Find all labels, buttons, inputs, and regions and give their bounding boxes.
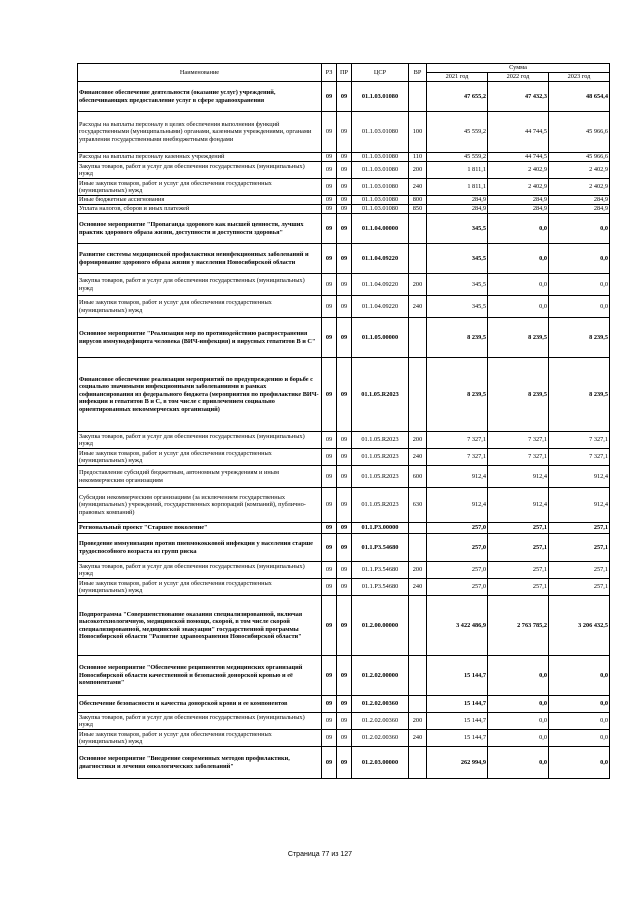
row-value-2022: 7 327,1 [488,432,549,449]
row-name: Закупка товаров, работ и услуг для обеспечения государственных (муниципальных) нужд [78,713,322,730]
row-value-2023: 284,9 [549,196,610,205]
row-rz: 09 [322,205,337,214]
row-rz: 09 [322,162,337,179]
row-csr: 01.1.03.01080 [352,112,409,153]
row-name: Закупка товаров, работ и услуг для обеспечения государственных (муниципальных) нужд [78,162,322,179]
row-vr: 200 [409,713,427,730]
row-value-2022: 0,0 [488,696,549,713]
row-name: Финансовое обеспечение реализации мероприятий по предупреждению и борьбе с социально значимыми инфекционными заболеваниями в рамках софинансирования из федерального бюджета (мероприятия по профилактике ВИЧ-инфекции и гепатитов В и С, в том числе с привлечением социально ориентированных некоммерческих организаций) [78,358,322,432]
row-value-2021: 345,5 [427,274,488,296]
row-value-2022: 257,1 [488,562,549,579]
table-row [78,358,610,432]
row-csr: 01.1.03.01080 [352,153,409,162]
row-pr: 09 [337,162,352,179]
row-pr: 09 [337,196,352,205]
row-pr: 09 [337,214,352,244]
row-csr: 01.2.02.00360 [352,730,409,747]
table-row [78,488,610,523]
row-vr: 630 [409,488,427,523]
row-csr: 01.1.04.09220 [352,274,409,296]
row-csr: 01.1.P3.54680 [352,579,409,596]
row-value-2023: 0,0 [549,696,610,713]
row-pr: 09 [337,596,352,656]
row-csr: 01.2.03.00000 [352,747,409,779]
row-pr: 09 [337,579,352,596]
row-value-2021: 15 144,7 [427,656,488,696]
row-value-2021: 257,0 [427,579,488,596]
row-pr: 09 [337,244,352,274]
row-pr: 09 [337,112,352,153]
row-value-2023: 0,0 [549,296,610,318]
row-value-2022: 2 402,9 [488,179,549,196]
row-value-2023: 8 239,5 [549,318,610,358]
row-vr: 240 [409,179,427,196]
row-name: Предоставление субсидий бюджетным, автономным учреждениям и иным некоммерческим организациям [78,466,322,488]
row-value-2022: 912,4 [488,488,549,523]
row-rz: 09 [322,562,337,579]
row-pr: 09 [337,205,352,214]
row-pr: 09 [337,82,352,112]
row-value-2023: 0,0 [549,274,610,296]
header-year-2022: 2022 год [488,73,549,82]
row-csr: 01.1.05.00000 [352,318,409,358]
table-row [78,596,610,656]
row-vr: 240 [409,730,427,747]
row-vr: 240 [409,449,427,466]
row-value-2023: 257,1 [549,579,610,596]
row-vr [409,318,427,358]
row-value-2023: 2 402,9 [549,162,610,179]
row-csr: 01.1.05.R2023 [352,358,409,432]
row-name: Иные закупки товаров, работ и услуг для обеспечения государственных (муниципальных) нужд [78,449,322,466]
row-value-2022: 44 744,5 [488,153,549,162]
row-value-2021: 345,5 [427,296,488,318]
row-value-2021: 284,9 [427,205,488,214]
row-value-2023: 0,0 [549,713,610,730]
row-name: Закупка товаров, работ и услуг для обеспечения государственных (муниципальных) нужд [78,432,322,449]
table-row [78,656,610,696]
row-rz: 09 [322,596,337,656]
row-rz: 09 [322,466,337,488]
table-row [78,214,610,244]
row-value-2021: 45 559,2 [427,153,488,162]
row-rz: 09 [322,112,337,153]
row-vr: 200 [409,432,427,449]
row-value-2022: 0,0 [488,713,549,730]
row-rz: 09 [322,82,337,112]
row-value-2021: 8 239,5 [427,318,488,358]
row-vr: 850 [409,205,427,214]
row-vr: 240 [409,296,427,318]
row-pr: 09 [337,274,352,296]
row-name: Иные закупки товаров, работ и услуг для обеспечения государственных (муниципальных) нужд [78,179,322,196]
row-pr: 09 [337,562,352,579]
row-value-2021: 345,5 [427,244,488,274]
row-rz: 09 [322,730,337,747]
row-value-2023: 8 239,5 [549,358,610,432]
row-name: Расходы на выплаты персоналу в целях обеспечения выполнения функций государственными (муниципальными) органами, казенными учреждениями, органами управления государственными внебюджетными фондами [78,112,322,153]
row-value-2022: 8 239,5 [488,318,549,358]
row-value-2021: 8 239,5 [427,358,488,432]
row-value-2022: 2 763 785,2 [488,596,549,656]
row-pr: 09 [337,153,352,162]
row-pr: 09 [337,713,352,730]
row-vr [409,214,427,244]
row-name: Основное мероприятие "Пропаганда здорового как высшей ценности, лучших практик здорового образа жизни, доступности и доступности здоровья" [78,214,322,244]
row-value-2023: 45 966,6 [549,153,610,162]
row-pr: 09 [337,488,352,523]
table-row [78,179,610,196]
row-rz: 09 [322,318,337,358]
row-value-2021: 15 144,7 [427,713,488,730]
row-value-2021: 912,4 [427,466,488,488]
row-pr: 09 [337,432,352,449]
row-csr: 01.1.P3.54680 [352,562,409,579]
budget-table [77,63,610,779]
row-rz: 09 [322,449,337,466]
row-pr: 09 [337,534,352,562]
row-pr: 09 [337,730,352,747]
row-vr: 200 [409,162,427,179]
table-row [78,747,610,779]
row-value-2021: 7 327,1 [427,449,488,466]
row-rz: 09 [322,244,337,274]
header-rz: РЗ [322,64,337,82]
table-row [78,244,610,274]
row-vr [409,656,427,696]
table-row [78,730,610,747]
row-csr: 01.1.03.01080 [352,196,409,205]
row-value-2023: 257,1 [549,534,610,562]
page-number: Страница 77 из 127 [287,851,353,858]
row-value-2021: 257,0 [427,523,488,534]
row-rz: 09 [322,358,337,432]
row-name: Закупка товаров, работ и услуг для обеспечения государственных (муниципальных) нужд [78,274,322,296]
row-value-2022: 257,1 [488,523,549,534]
row-vr: 110 [409,153,427,162]
table-row [78,466,610,488]
row-csr: 01.2.02.00360 [352,696,409,713]
table-row [78,112,610,153]
row-value-2023: 0,0 [549,214,610,244]
row-rz: 09 [322,713,337,730]
row-rz: 09 [322,523,337,534]
row-value-2021: 1 811,1 [427,179,488,196]
row-value-2023: 2 402,9 [549,179,610,196]
row-value-2021: 345,5 [427,214,488,244]
row-name: Проведение иммунизации против пневмококковой инфекции у населения старше трудоспособного возраста из групп риска [78,534,322,562]
row-name: Финансовое обеспечение деятельности (оказание услуг) учреждений, обеспечивающих предоставление услуг в сфере здравоохранения [78,82,322,112]
row-name: Развитие системы медицинской профилактики неинфекционных заболеваний и формирование здорового образа жизни у населения Новосибирской области [78,244,322,274]
row-value-2022: 0,0 [488,244,549,274]
table-row [78,82,610,112]
table-row [78,523,610,534]
row-csr: 01.1.05.R2023 [352,488,409,523]
row-value-2022: 8 239,5 [488,358,549,432]
header-pr: ПР [337,64,352,82]
row-name: Иные бюджетные ассигнования [78,196,322,205]
row-csr: 01.2.02.00360 [352,713,409,730]
row-name: Основное мероприятие "Обеспечение реципиентов медицинских организаций Новосибирской области качественной и безопасной донорской кровью и её компонентами" [78,656,322,696]
header-csr: ЦСР [352,64,409,82]
row-vr: 240 [409,579,427,596]
row-vr [409,244,427,274]
row-value-2022: 47 432,3 [488,82,549,112]
row-value-2021: 45 559,2 [427,112,488,153]
row-rz: 09 [322,179,337,196]
row-value-2023: 257,1 [549,523,610,534]
row-value-2023: 912,4 [549,488,610,523]
row-value-2022: 284,9 [488,196,549,205]
row-rz: 09 [322,579,337,596]
row-rz: 09 [322,432,337,449]
row-value-2023: 3 206 432,5 [549,596,610,656]
row-vr [409,596,427,656]
row-rz: 09 [322,153,337,162]
row-csr: 01.1.03.01080 [352,179,409,196]
header-sum: Сумма [427,64,610,73]
row-vr [409,358,427,432]
row-vr [409,696,427,713]
row-rz: 09 [322,274,337,296]
row-value-2022: 0,0 [488,274,549,296]
table-row [78,296,610,318]
row-csr: 01.1.04.00000 [352,214,409,244]
row-rz: 09 [322,488,337,523]
row-value-2022: 0,0 [488,747,549,779]
table-row [78,162,610,179]
row-value-2021: 262 994,9 [427,747,488,779]
row-csr: 01.1.03.01080 [352,205,409,214]
header-year-2021: 2021 год [427,73,488,82]
row-name: Региональный проект "Старшее поколение" [78,523,322,534]
table-row [78,696,610,713]
row-vr: 100 [409,112,427,153]
row-value-2021: 257,0 [427,534,488,562]
row-value-2022: 257,1 [488,579,549,596]
row-pr: 09 [337,656,352,696]
row-pr: 09 [337,179,352,196]
row-pr: 09 [337,358,352,432]
row-rz: 09 [322,214,337,244]
row-value-2021: 284,9 [427,196,488,205]
row-csr: 01.1.P3.54680 [352,534,409,562]
row-value-2023: 7 327,1 [549,449,610,466]
row-name: Иные закупки товаров, работ и услуг для обеспечения государственных (муниципальных) нужд [78,730,322,747]
row-name: Обеспечение безопасности и качества донорской крови и ее компонентов [78,696,322,713]
row-value-2022: 257,1 [488,534,549,562]
row-value-2022: 912,4 [488,466,549,488]
table-row [78,432,610,449]
row-value-2023: 912,4 [549,466,610,488]
row-name: Субсидии некоммерческим организациям (за исключением государственных (муниципальных) учреждений, государственных корпораций (компаний), публично-правовых компаний) [78,488,322,523]
table-row [78,274,610,296]
row-name: Основное мероприятие "Реализация мер по противодействию распространения вирусов иммунодефицита человека (ВИЧ-инфекция) и вирусных гепатитов В и С" [78,318,322,358]
row-value-2022: 0,0 [488,656,549,696]
table-row [78,534,610,562]
row-pr: 09 [337,318,352,358]
row-rz: 09 [322,196,337,205]
row-vr [409,82,427,112]
row-name: Подпрограмма "Совершенствование оказания специализированной, включая высокотехнологичную, медицинской помощи, скорой, в том числе скорой специализированной, медицинской эвакуации" государственной программы Новосибирской области "Развитие здравоохранения Новосибирской области" [78,596,322,656]
table-row [78,196,610,205]
row-name: Уплата налогов, сборов и иных платежей [78,205,322,214]
row-pr: 09 [337,747,352,779]
row-csr: 01.2.00.00000 [352,596,409,656]
row-csr: 01.1.04.09220 [352,296,409,318]
row-value-2023: 0,0 [549,730,610,747]
row-value-2023: 257,1 [549,562,610,579]
row-value-2023: 0,0 [549,244,610,274]
header-vr: ВР [409,64,427,82]
table-row [78,562,610,579]
table-row [78,579,610,596]
row-name: Иные закупки товаров, работ и услуг для обеспечения государственных (муниципальных) нужд [78,296,322,318]
row-value-2023: 0,0 [549,656,610,696]
row-csr: 01.2.02.00000 [352,656,409,696]
row-value-2021: 1 811,1 [427,162,488,179]
row-value-2023: 7 327,1 [549,432,610,449]
row-pr: 09 [337,523,352,534]
header-name: Наименование [78,64,322,82]
row-value-2023: 45 966,6 [549,112,610,153]
row-rz: 09 [322,296,337,318]
row-vr: 800 [409,196,427,205]
row-csr: 01.1.05.R2023 [352,449,409,466]
row-value-2022: 0,0 [488,296,549,318]
row-rz: 09 [322,656,337,696]
table-row [78,205,610,214]
row-name: Закупка товаров, работ и услуг для обеспечения государственных (муниципальных) нужд [78,562,322,579]
row-rz: 09 [322,696,337,713]
row-vr [409,534,427,562]
row-value-2021: 7 327,1 [427,432,488,449]
row-pr: 09 [337,466,352,488]
row-name: Основное мероприятие "Внедрение современных методов профилактики, диагностики и лечения онкологических заболеваний" [78,747,322,779]
row-value-2021: 47 655,2 [427,82,488,112]
row-value-2021: 3 422 486,9 [427,596,488,656]
row-rz: 09 [322,747,337,779]
row-value-2022: 7 327,1 [488,449,549,466]
row-csr: 01.1.P3.00000 [352,523,409,534]
row-value-2023: 48 654,4 [549,82,610,112]
header-year-2023: 2023 год [549,73,610,82]
row-value-2022: 0,0 [488,730,549,747]
row-value-2022: 2 402,9 [488,162,549,179]
row-vr [409,747,427,779]
row-value-2021: 912,4 [427,488,488,523]
table-body [78,82,610,779]
row-csr: 01.1.03.01080 [352,162,409,179]
row-csr: 01.1.03.01080 [352,82,409,112]
table-row [78,153,610,162]
row-vr [409,523,427,534]
table-row [78,318,610,358]
row-value-2021: 15 144,7 [427,730,488,747]
row-csr: 01.1.05.R2023 [352,432,409,449]
row-rz: 09 [322,534,337,562]
row-csr: 01.1.05.R2023 [352,466,409,488]
row-value-2023: 284,9 [549,205,610,214]
row-csr: 01.1.04.09220 [352,244,409,274]
row-vr: 200 [409,562,427,579]
row-value-2022: 44 744,5 [488,112,549,153]
row-vr: 200 [409,274,427,296]
row-name: Иные закупки товаров, работ и услуг для обеспечения государственных (муниципальных) нужд [78,579,322,596]
row-value-2022: 284,9 [488,205,549,214]
row-value-2022: 0,0 [488,214,549,244]
row-value-2021: 257,0 [427,562,488,579]
row-vr: 600 [409,466,427,488]
table-row [78,713,610,730]
row-value-2021: 15 144,7 [427,696,488,713]
row-name: Расходы на выплаты персоналу казенных учреждений [78,153,322,162]
row-pr: 09 [337,449,352,466]
row-pr: 09 [337,296,352,318]
row-pr: 09 [337,696,352,713]
row-value-2023: 0,0 [549,747,610,779]
table-row [78,449,610,466]
